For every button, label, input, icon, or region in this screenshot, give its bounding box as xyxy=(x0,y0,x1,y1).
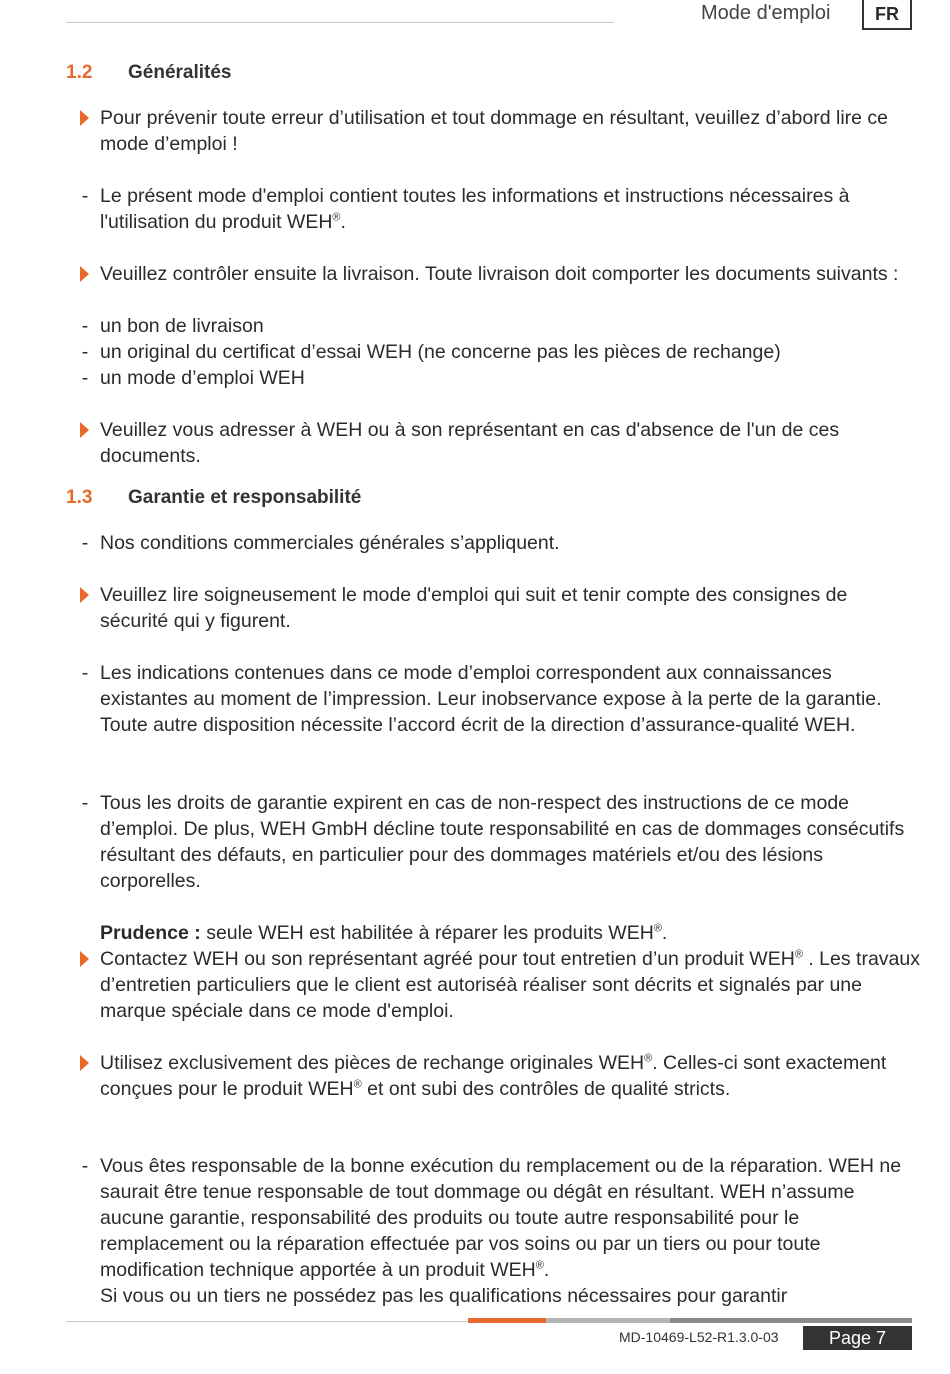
registered-mark: ® xyxy=(794,948,803,961)
item-text: seule WEH est habilitée à réparer les produits WEH xyxy=(200,922,654,944)
section-heading-1-2 xyxy=(66,62,232,84)
section-heading-1-3 xyxy=(66,487,361,509)
arrow-right-icon xyxy=(80,422,89,438)
item-text: Nos conditions commerciales générales s’appliquent. xyxy=(100,532,560,554)
arrow-right-icon xyxy=(80,587,89,603)
instruction-item xyxy=(100,582,920,634)
arrow-right-icon xyxy=(80,110,89,126)
page-number: Page 7 xyxy=(803,1326,912,1350)
dash-marker: - xyxy=(81,185,89,207)
instruction-item xyxy=(100,1050,920,1102)
item-text: Veuillez lire soigneusement le mode d'emploi qui suit et tenir compte des consignes de sécurité qui y figurent. xyxy=(100,584,848,632)
registered-mark: ® xyxy=(535,1259,544,1272)
footer-bar-orange xyxy=(468,1318,546,1323)
dash-marker: - xyxy=(81,662,89,684)
item-text: Veuillez vous adresser à WEH ou à son représentant en cas d'absence de l'un de ces documents. xyxy=(100,419,840,467)
item-text: un mode d’emploi WEH xyxy=(100,367,305,389)
section-number: 1.2 xyxy=(66,62,93,83)
dash-marker: - xyxy=(81,1155,89,1177)
item-text: Le présent mode d'emploi contient toutes les informations et instructions nécessaires à l'utilisation du produit WEH xyxy=(100,185,850,233)
item-text: Pour prévenir toute erreur d’utilisation et tout dommage en résultant, veuillez d’abord lire ce mode d’emploi ! xyxy=(100,107,889,155)
list-item xyxy=(81,530,920,556)
section-title: Généralités xyxy=(128,62,232,83)
header-title: Mode d'emploi xyxy=(701,2,831,24)
item-text-end: . xyxy=(340,211,346,233)
item-text-end: . Les travaux d’entretien particuliers que le client est autoriséà réaliser sont décrits et signalés par une marque spéciale dans ce mode d'emploi. xyxy=(100,948,920,1022)
footer-bar-light xyxy=(546,1318,670,1323)
item-text-mid: . Celles-ci sont exactement conçues pour le produit WEH xyxy=(100,1052,887,1100)
footer-bar-dark xyxy=(670,1318,912,1323)
list-item xyxy=(81,790,920,894)
document-id: MD-10469-L52-R1.3.0-03 xyxy=(619,1329,779,1345)
section-title: Garantie et responsabilité xyxy=(128,487,362,508)
item-text: Les indications contenues dans ce mode d’emploi correspondent aux connaissances existantes au moment de l’impression. Leur inobservance expose à la perte de la garantie. Toute autre disposition nécessite l’accord écrit de la direction d’assurance-qualité WEH. xyxy=(100,662,882,736)
item-text-end: et ont subi des contrôles de qualité stricts. xyxy=(361,1078,731,1100)
header-rule xyxy=(66,22,614,23)
list-item xyxy=(81,339,920,365)
item-text-end: . xyxy=(543,1259,550,1281)
dash-marker: - xyxy=(81,315,89,337)
item-text: Vous êtes responsable de la bonne exécution du remplacement ou de la réparation. WEH ne saurait être tenue responsable de tout dommage ou dégât en résultant. WEH n’assume aucune garantie, responsabilité des produits ou toute autre responsabilité pour le remplacement ou la réparation effectuée par vos soins ou par un tiers ou pour toute modification technique apportée à un produit WEH xyxy=(100,1155,902,1281)
item-text: Utilisez exclusivement des pièces de rechange originales WEH xyxy=(100,1052,645,1074)
instruction-item xyxy=(100,261,920,287)
language-badge: FR xyxy=(862,0,912,30)
item-text: Tous les droits de garantie expirent en cas de non-respect des instructions de ce mode d’emploi. De plus, WEH GmbH décline toute responsabilité en cas de dommages consécutifs résultant des défauts, en particulier pour des dommages matériels et/ou des lésions corporelles. xyxy=(100,792,905,892)
arrow-right-icon xyxy=(80,266,89,282)
item-text: Contactez WEH ou son représentant agréé pour tout entretien d’un produit WEH xyxy=(100,948,795,970)
item-text-end: . xyxy=(661,922,668,944)
section-number: 1.3 xyxy=(66,487,93,508)
caution-note xyxy=(100,920,920,946)
dash-marker: - xyxy=(81,341,89,363)
instruction-item xyxy=(100,946,920,1024)
registered-mark: ® xyxy=(644,1052,653,1065)
registered-mark: ® xyxy=(353,1078,362,1091)
item-text: un original du certificat d’essai WEH (ne concerne pas les pièces de rechange) xyxy=(100,341,781,363)
dash-marker: - xyxy=(81,532,89,554)
instruction-item xyxy=(100,417,920,469)
arrow-right-icon xyxy=(80,951,89,967)
registered-mark: ® xyxy=(332,211,341,224)
registered-mark: ® xyxy=(653,922,662,935)
list-item xyxy=(81,183,920,235)
item-text-continued: Si vous ou un tiers ne possédez pas les qualifications nécessaires pour garantir xyxy=(100,1285,788,1307)
item-text: Veuillez contrôler ensuite la livraison. Toute livraison doit comporter les documents suivants : xyxy=(100,263,899,285)
list-item xyxy=(81,365,920,391)
instruction-item xyxy=(100,105,920,157)
list-item xyxy=(81,313,920,339)
list-item xyxy=(81,1153,920,1309)
list-item xyxy=(81,660,920,738)
arrow-right-icon xyxy=(80,1055,89,1071)
caution-label: Prudence : xyxy=(100,922,201,944)
item-text: un bon de livraison xyxy=(100,315,264,337)
dash-marker: - xyxy=(81,367,89,389)
dash-marker: - xyxy=(81,792,89,814)
